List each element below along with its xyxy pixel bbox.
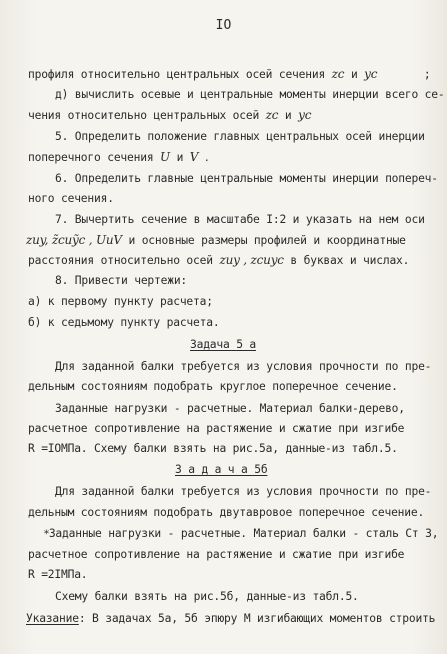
text-line-5: поперечного сечения U и V . (28, 150, 209, 164)
handwritten-star: * (44, 529, 49, 540)
page-number: IO (215, 18, 232, 33)
task-5b-heading: З а д а ч а 5б (175, 463, 268, 476)
text-line-3: чения относительно центральных осей zc и yc (28, 108, 312, 122)
text-line-8: 7. Вычертить сечение в масштабе I:2 и указать на нем оси (55, 213, 425, 226)
text-line-1: профиля относительно центральных осей сечения zc и yc ; (28, 67, 431, 81)
text-line-25: R =2IМПа. (28, 568, 88, 581)
handwritten-zc: zc (331, 67, 345, 81)
text-line-12: а) к первому пункту расчета; (28, 295, 213, 308)
handwritten-u: U (160, 150, 170, 164)
text-line-4: 5. Определить положение главных центральных осей инерции (55, 130, 425, 143)
handwritten-yc: yc (364, 67, 378, 81)
text-line-27: Указание: В задачах 5а, 5б эпюру М изгибающих моментов строить (26, 612, 436, 625)
text-line-2: д) вычислить осевые и центральные моменты инерции всего се- (55, 88, 445, 101)
task-5a-heading: Задача 5 а (190, 338, 257, 351)
handwritten-v: V (189, 150, 199, 164)
text-line-10: расстояния относительно осей zuy , zcuyc в буквах и числах. (28, 253, 410, 267)
text-line-16: дельным состояниям подобрать круглое поперечное сечение. (28, 380, 398, 393)
text-line-13: б) к седьмому пункту расчета. (28, 316, 220, 329)
text-line-11: 8. Привести чертежи: (55, 274, 188, 287)
text-line-21: Для заданной балки требуется из условия прочности по пре- (55, 485, 432, 498)
text-line-15: Для заданной балки требуется из условия прочности по пре- (55, 360, 432, 373)
text-line-23: *Заданные нагрузки - расчетные. Материал балки - сталь Ст 3, (44, 527, 439, 540)
note-label: Указание (26, 612, 79, 625)
text-line-22: дельным состояниям подобрать двутавровое поперечное сечение. (28, 506, 425, 519)
text-line-24: расчетное сопротивление на растяжение и сжатие при изгибе (28, 548, 405, 561)
text-line-6: 6. Определить главные центральные моменты инерции попереч- (55, 172, 438, 185)
text-line-7: ного сечения. (28, 192, 114, 205)
handwritten-axes: zuy, z̃cuỹc , UuV (26, 233, 122, 247)
text-line-19: R =IOМПа. Схему балки взять на рис.5а, данные-из табл.5. (28, 442, 398, 455)
text-line-26: Схему балки взять на рис.5б, данные-из табл.5. (55, 590, 359, 603)
text-line-17: Заданные нагрузки - расчетные. Материал балки-дерево, (55, 402, 405, 415)
text-line-9: zuy, z̃cuỹc , UuV и основные размеры профилей и координатные (26, 233, 406, 247)
text-line-18: расчетное сопротивление на растяжение и сжатие при изгибе (28, 422, 405, 435)
handwritten-axes-dist: zuy , zcuyc (219, 253, 284, 267)
